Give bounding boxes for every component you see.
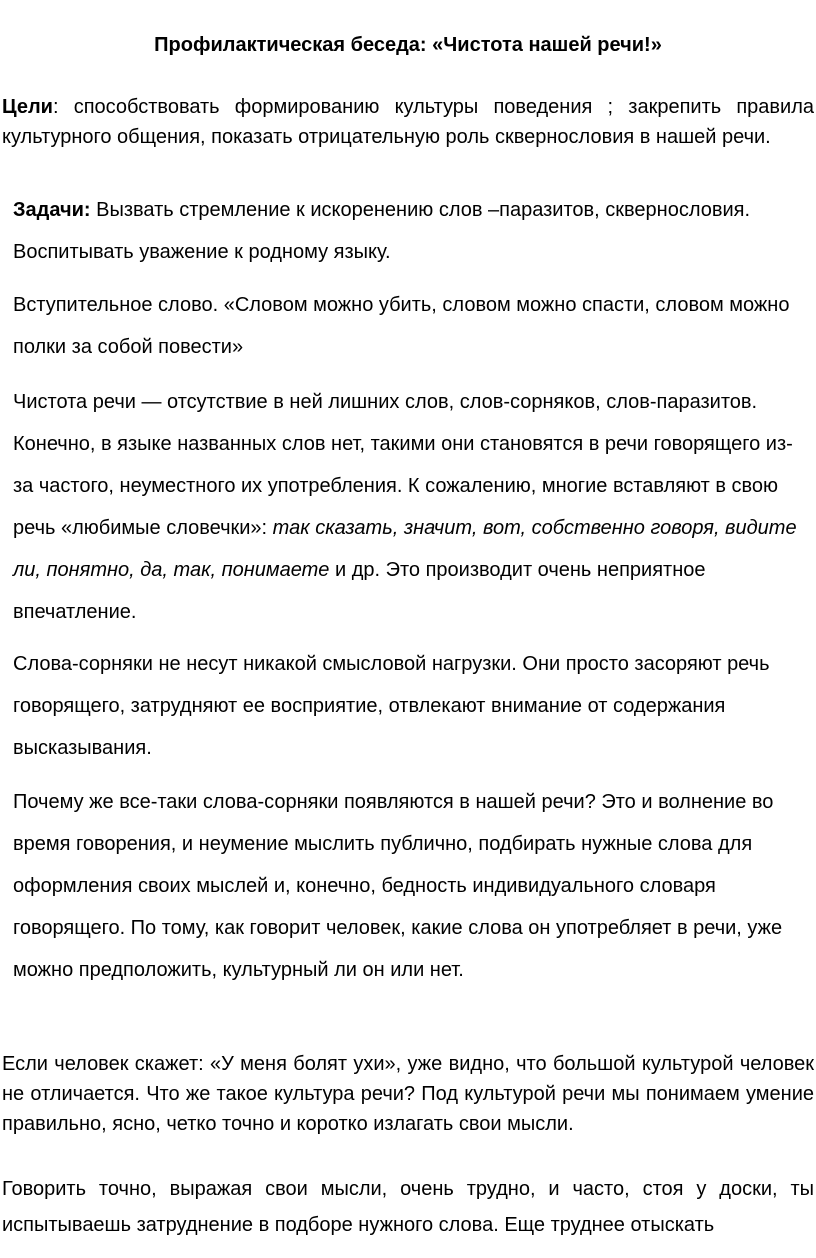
tasks-text: Вызвать стремление к искоренению слов –паразитов, сквернословия. Воспитывать уважение к родному языку. <box>13 199 751 263</box>
intro-paragraph: Вступительное слово. «Словом можно убить, словом можно спасти, словом можно полки за собой повести» <box>13 294 790 358</box>
purity-text-before: Чистота речи — отсутствие в ней лишних слов, слов-сорняков, слов-паразитов. Конечно, в языке названных слов нет, такими они становятся в речи говорящего из-за частого, неуместного их употребления. К сожалению, многие вставляют в свою речь «любимые словечки»: <box>13 391 793 539</box>
tasks-paragraph <box>13 189 808 273</box>
goals-paragraph <box>2 92 814 152</box>
goals-text: : способствовать формированию культуры поведения ; закрепить правила культурного общения, показать отрицательную роль сквернословия в нашей речи. <box>2 96 814 148</box>
goals-label: Цели <box>2 96 53 118</box>
weeds-paragraph: Слова-сорняки не несут никакой смысловой нагрузки. Они просто засоряют речь говорящего, затрудняют ее восприятие, отвлекают внимание от содержания высказывания. <box>13 653 770 759</box>
purity-paragraph <box>13 381 808 633</box>
purity-text-after: и др. Это производит очень неприятное впечатление. <box>13 559 706 623</box>
tasks-label: Задачи: <box>13 199 91 221</box>
document-title: Профилактическая беседа: «Чистота нашей речи!» <box>154 34 662 56</box>
purity-italic-examples: так сказать, значит, вот, собственно говоря, видите ли, понятно, да, так, понимаете <box>13 517 797 581</box>
speaking-paragraph: Говорить точно, выражая свои мысли, очень трудно, и часто, стоя у доски, ты испытываешь затруднение в подборе нужного слова. Еще труднее отыскать <box>2 1178 814 1236</box>
culture-paragraph: Если человек скажет: «У меня болят ухи», уже видно, что большой культурой человек не отличается. Что же такое культура речи? Под культурой речи мы понимаем умение правильно, ясно, четко точно и коротко излагать свои мысли. <box>2 1053 814 1135</box>
why-paragraph: Почему же все-таки слова-сорняки появляются в нашей речи? Это и волнение во время говорения, и неумение мыслить публично, подбирать нужные слова для оформления своих мыслей и, конечно, бедность индивидуального словаря говорящего. По тому, как говорит человек, какие слова он употребляет в речи, уже можно предположить, культурный ли он или нет. <box>13 791 783 981</box>
